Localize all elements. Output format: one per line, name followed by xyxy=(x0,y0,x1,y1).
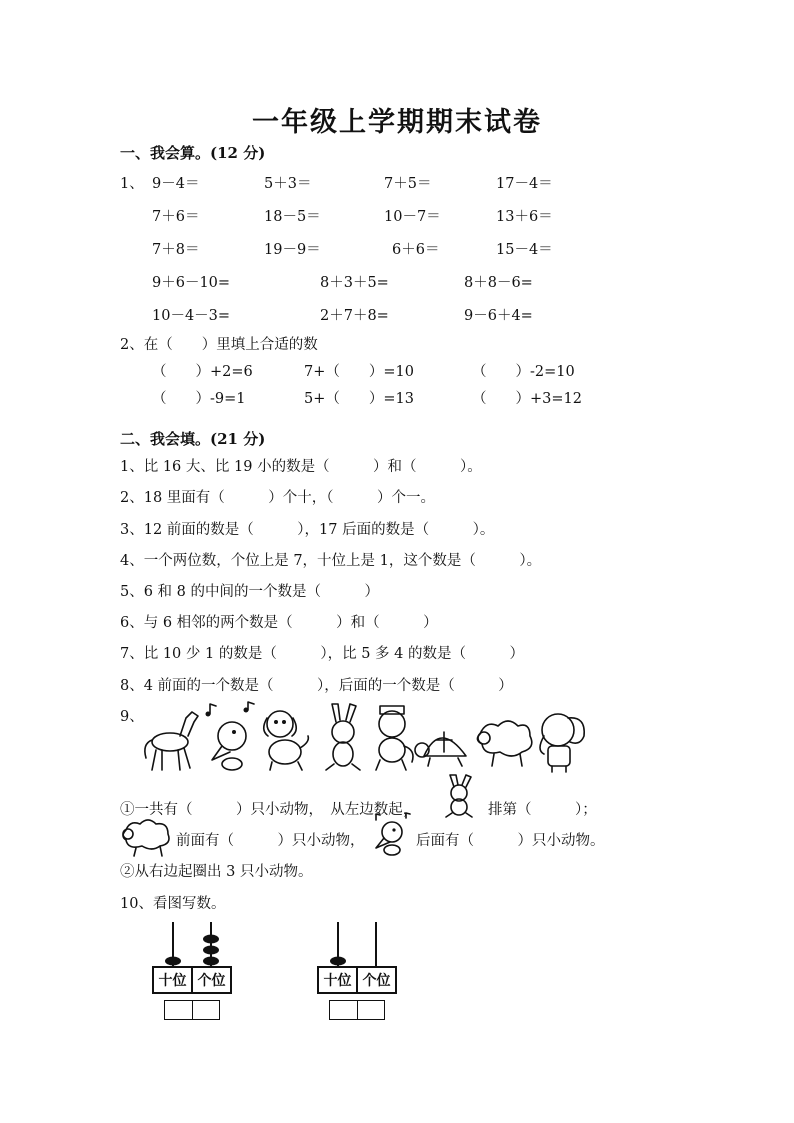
ones-label: 个位 xyxy=(362,973,391,989)
calc-item: 10－4－3= xyxy=(152,308,231,324)
page-title: 一年级上学期期末试卷 xyxy=(252,107,542,138)
elephant-icon xyxy=(540,714,584,772)
calc-item: 7＋5＝ xyxy=(384,176,432,192)
abacus-1 xyxy=(150,920,232,1025)
question-item: 1、比 16 大、比 19 小的数是（ ）和（ ）。 xyxy=(120,459,482,475)
turtle-icon xyxy=(415,732,466,766)
question-item: 6、与 6 相邻的两个数是（ ）和（ ） xyxy=(120,615,438,631)
tens-label: 十位 xyxy=(319,968,358,992)
abacus-bead xyxy=(165,957,181,966)
abacus-bead xyxy=(203,946,219,955)
question-item: 8、4 前面的一个数是（ ），后面的一个数是（ ） xyxy=(120,678,513,694)
fill-item: 5+（ ）=13 xyxy=(304,391,414,407)
answer-boxes[interactable] xyxy=(329,1000,385,1020)
abacus-rods xyxy=(150,920,232,968)
abacus-2 xyxy=(315,920,397,1025)
question-item: 3、12 前面的数是（ ），17 后面的数是（ ）。 xyxy=(120,522,495,538)
calc-item: 13＋6＝ xyxy=(496,209,553,225)
tens-answer-box[interactable] xyxy=(330,1001,358,1019)
abacus-bead xyxy=(203,957,219,966)
place-value-header xyxy=(317,966,397,994)
q9-label: 9、 xyxy=(120,709,144,725)
tens-answer-box[interactable] xyxy=(165,1001,193,1019)
fill-item: （ ）-2=10 xyxy=(472,364,575,380)
calc-item: 17－4＝ xyxy=(496,176,553,192)
rabbit-icon xyxy=(438,773,480,819)
q9-line3: ②从右边起圈出 3 只小动物。 xyxy=(120,864,313,880)
calc-item: 8＋8－6= xyxy=(464,275,533,291)
question-item: 2、18 里面有（ ）个十，（ ）个一。 xyxy=(120,490,436,506)
calc-item: 5＋3＝ xyxy=(264,176,312,192)
calc-item: 18－5＝ xyxy=(264,209,321,225)
section1-heading: 一、我会算。(12 分) xyxy=(120,144,266,162)
q9-line1a: ①一共有（ ）只小动物， 从左边数起， xyxy=(120,802,418,818)
calc-item: 6＋6＝ xyxy=(392,242,440,258)
sheep-icon xyxy=(118,814,174,858)
bird-icon xyxy=(206,702,255,770)
calc-item: 7＋8＝ xyxy=(152,242,200,258)
abacus-bead xyxy=(330,957,346,966)
sheep-icon xyxy=(477,721,531,766)
calc-item: 19－9＝ xyxy=(264,242,321,258)
q9-line1b: 排第（ ）； xyxy=(488,802,597,818)
fill-item: 7+（ ）=10 xyxy=(304,364,414,380)
question-item: 5、6 和 8 的中间的一个数是（ ） xyxy=(120,584,380,600)
q2-heading: 2、在（ ）里填上合适的数 xyxy=(120,337,318,353)
q9-line2a: 前面有（ ）只小动物， xyxy=(176,833,365,849)
answer-boxes[interactable] xyxy=(164,1000,220,1020)
fill-item: （ ）+2=6 xyxy=(152,364,253,380)
q1-label: 1、 xyxy=(120,176,144,192)
question-item: 4、一个两位数，个位上是 7，十位上是 1，这个数是（ ）。 xyxy=(120,553,542,569)
ones-answer-box[interactable] xyxy=(193,1001,220,1019)
horse-icon xyxy=(145,712,198,770)
calc-item: 9－4＝ xyxy=(152,176,200,192)
ones-answer-box[interactable] xyxy=(358,1001,385,1019)
abacus-rods xyxy=(315,920,397,968)
rabbit-icon xyxy=(326,704,360,770)
abacus-bead xyxy=(203,935,219,944)
q10-label: 10、看图写数。 xyxy=(120,896,226,912)
calc-item: 15－4＝ xyxy=(496,242,553,258)
place-value-header xyxy=(152,966,232,994)
calc-item: 8＋3＋5= xyxy=(320,275,389,291)
ones-label: 个位 xyxy=(197,973,226,989)
question-item: 7、比 10 少 1 的数是（ ），比 5 多 4 的数是（ ） xyxy=(120,646,524,662)
bird-icon xyxy=(370,812,414,858)
calc-item: 10－7＝ xyxy=(384,209,441,225)
fill-item: （ ）-9=1 xyxy=(152,391,246,407)
dog-icon xyxy=(264,711,309,770)
calc-item: 9－6＋4= xyxy=(464,308,533,324)
section2-heading: 二、我会填。(21 分) xyxy=(120,430,266,448)
q9-line2b: 后面有（ ）只小动物。 xyxy=(416,833,605,849)
tens-label: 十位 xyxy=(154,968,193,992)
fill-item: （ ）+3=12 xyxy=(472,391,582,407)
calc-item: 9＋6－10= xyxy=(152,275,231,291)
calc-item: 7＋6＝ xyxy=(152,209,200,225)
calc-item: 2＋7＋8= xyxy=(320,308,389,324)
monkey-icon xyxy=(376,706,413,770)
animals-row-illustration xyxy=(140,700,590,775)
